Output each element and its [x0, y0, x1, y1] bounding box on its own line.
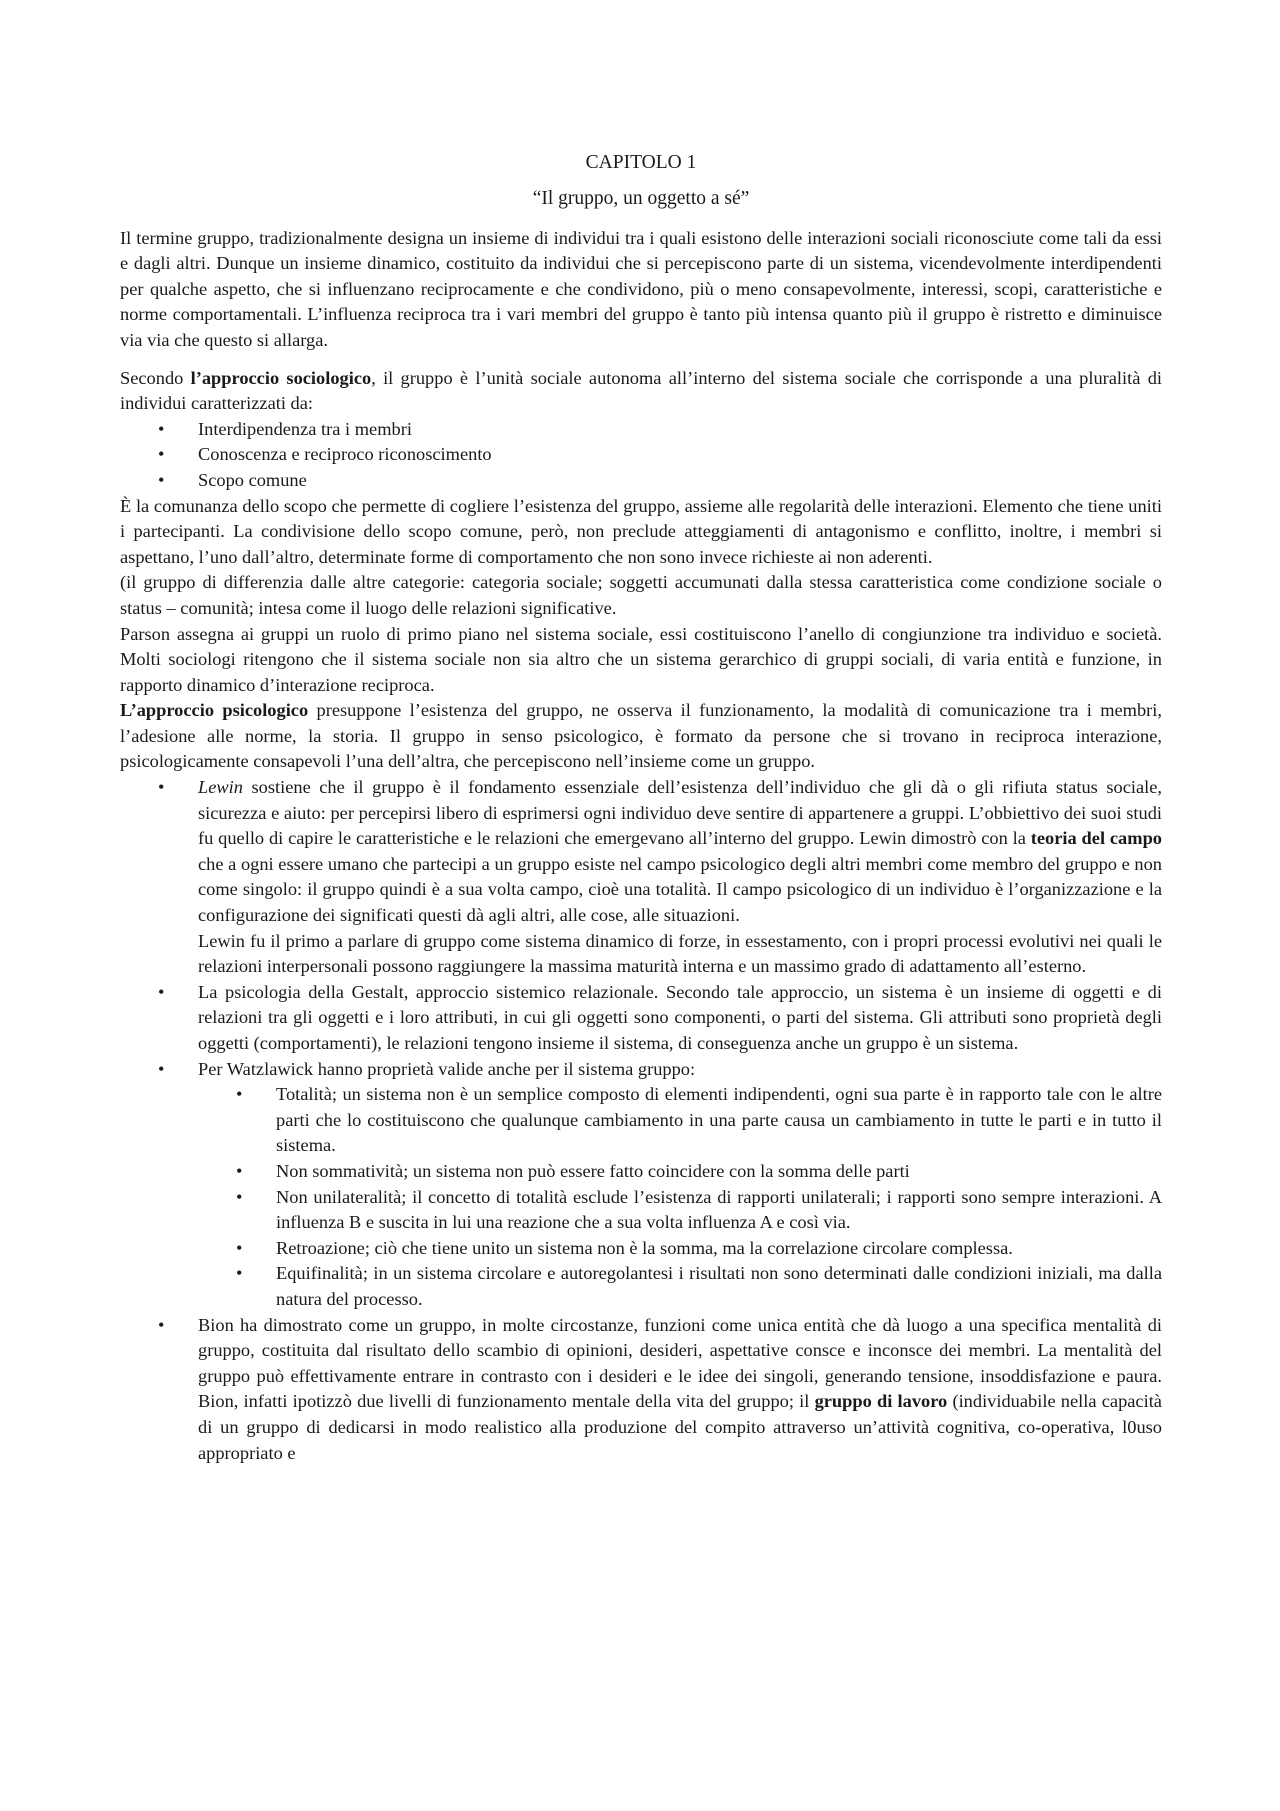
watzlawick-properties-list — [198, 1082, 1162, 1312]
text-run: presuppone l’esistenza del gruppo, ne osserva il funzionamento, la modalità di comunicazione tra i membri, l’adesione alle norme, la storia. Il gruppo in senso psicologico, è formato da persone che si trovano in reciproca interazione, psicologicamente consapevoli l’una dell’altra, che percepiscono nell’insieme come un gruppo. — [120, 700, 1162, 772]
text-run: , il gruppo è l’unità sociale autonoma all’interno del sistema sociale che corrisponde a una pluralità di individui caratterizzati da: — [120, 367, 1162, 414]
list-item-gestalt: • La psicologia della Gestalt, approccio sistemico relazionale. Secondo tale approccio, un sistema è un insieme di oggetti e di relazioni tra gli oggetti e i loro attributi, in cui gli oggetti sono componenti, o parti del sistema. Gli attributi sono proprietà degli oggetti (comportamenti), le relazioni tengono insieme il sistema, di conseguenza anche un gruppo è un sistema. — [120, 980, 1162, 1057]
bold-term: L’approccio psicologico — [120, 700, 309, 721]
document-page — [120, 150, 1162, 1466]
list-item: • Retroazione; ciò che tiene unito un sistema non è la somma, ma la correlazione circolare complessa. — [198, 1236, 1162, 1262]
chapter-heading: CAPITOLO 1 — [585, 152, 697, 173]
psychological-theories-list-continued — [120, 1313, 1162, 1467]
text-run: che a ogni essere umano che partecipi a un gruppo esiste nel campo psicologico degli altri membri come membro del gruppo e non come singolo: il gruppo quindi è a sua volta campo, cioè una totalità. Il campo psicologico di un individuo è l’organizzazione e la configurazione dei significati questi dà agli altri, alle cose, alle situazioni. — [198, 853, 1162, 926]
bold-term: gruppo di lavoro — [814, 1391, 948, 1412]
intro-paragraph: Il termine gruppo, tradizionalmente designa un insieme di individui tra i quali esistono delle interazioni sociali riconosciute come tali da essi e dagli altri. Dunque un insieme dinamico, costituito da individui che si percepiscono parte di un sistema, vicendevolmente interdipendenti per qualche aspetto, che si influenzano reciprocamente e che condividono, più o meno consapevolmente, interessi, scopi, caratteristiche e norme comportamentali. L’influenza reciproca tra i vari membri del gruppo è tanto più intensa quanto più il gruppo è ristretto e diminuisce via via che questo si allarga. — [120, 227, 1162, 350]
text-run: (individuabile nella capacità di un gruppo di dedicarsi in modo realistico alla produzione del compito attraverso un’attività cognitiva, co-operativa, l0uso appropriato e — [198, 1391, 1162, 1463]
list-item-bion — [120, 1313, 1162, 1467]
italic-name: Lewin — [198, 777, 243, 798]
bold-term: teoria del campo — [1030, 828, 1162, 849]
psychological-approach-paragraph — [120, 698, 1162, 775]
lewin-continuation: Lewin fu il primo a parlare di gruppo come sistema dinamico di forze, in essestamento, con i propri processi evolutivi nei quali le relazioni interpersonali possono raggiungere la massima maturità interna e un massimo grado di adattamento all’esterno. — [198, 930, 1162, 977]
list-item: • Equifinalità; in un sistema circolare e autoregolantesi i risultati non sono determinati dalle condizioni iniziali, ma dalla natura del processo. — [198, 1261, 1162, 1312]
list-item-watzlawick — [120, 1057, 1162, 1083]
list-item-lewin — [120, 775, 1162, 980]
list-item: • Totalità; un sistema non è un semplice composto di elementi indipendenti, ogni sua parte è in rapporto tale con le altre parti che lo costituiscono che qualunque cambiamento in una parte causa un cambiamento in tutte le parti e in tutto il sistema. — [198, 1082, 1162, 1159]
list-item: • Non sommatività; un sistema non può essere fatto coincidere con la somma delle parti — [198, 1159, 1162, 1185]
list-item: • Interdipendenza tra i membri — [120, 417, 1162, 443]
sociological-traits-list — [120, 417, 1162, 494]
text-run: Bion ha dimostrato come un gruppo, in molte circostanze, funzioni come unica entità che dà luogo a una specifica mentalità di gruppo, costituita dal risultato dello scambio di opinioni, desideri, aspettative consce e inconsce dei membri. La mentalità del gruppo può effettivamente entrare in contrasto con i desideri e le idee dei singoli, generando tensione, insoddisfazione e paura. Bion, infatti ipotizzò due livelli di funzionamento mentale della vita del gruppo; il — [198, 1314, 1162, 1412]
sociological-approach-paragraph — [120, 366, 1162, 417]
list-item: • Non unilateralità; il concetto di totalità esclude l’esistenza di rapporti unilaterali; i rapporti sono sempre interazioni. A influenza B e suscita in lui una reazione che a sua volta influenza A e così via. — [198, 1185, 1162, 1236]
list-item: • Scopo comune — [120, 468, 1162, 494]
body-paragraph: Parson assegna ai gruppi un ruolo di primo piano nel sistema sociale, essi costituiscono l’anello di congiunzione tra individuo e società. Molti sociologi ritengono che il sistema sociale non sia altro che un sistema gerarchico di gruppi sociali, di varia entità e funzione, in rapporto dinamico d’interazione reciproca. — [120, 623, 1162, 695]
text-run: Per Watzlawick hanno proprietà valide anche per il sistema gruppo: — [198, 1058, 696, 1079]
bold-term: l’approccio sociologico — [190, 367, 372, 388]
psychological-theories-list — [120, 775, 1162, 1082]
chapter-subtitle: “Il gruppo, un oggetto a sé” — [532, 188, 750, 209]
text-run: Secondo — [120, 367, 191, 388]
text-run: sostiene che il gruppo è il fondamento essenziale dell’esistenza dell’individuo che gli dà o gli rifiuta status sociale, sicurezza e aiuto: per percepirsi libero di esprimersi ogni individuo deve sentire di appartenere a gruppi. L’obbiettivo dei suoi studi fu quello di capire le caratteristiche e le relazioni che emergevano all’interno del gruppo. Lewin dimostrò con la — [198, 777, 1162, 849]
body-paragraph: È la comunanza dello scopo che permette di cogliere l’esistenza del gruppo, assieme alle regolarità delle interazioni. Elemento che tiene uniti i partecipanti. La condivisione dello scopo comune, però, non preclude atteggiamenti di antagonismo e conflitto, inoltre, i membri si aspettano, l’uno dall’altro, determinate forme di comportamento che non sono invece richieste ai non aderenti. — [120, 495, 1162, 567]
list-item: • Conoscenza e reciproco riconoscimento — [120, 442, 1162, 468]
body-paragraph: (il gruppo di differenzia dalle altre categorie: categoria sociale; soggetti accumunati dalla stessa caratteristica come condizione sociale o status – comunità; intesa come il luogo delle relazioni significative. — [120, 572, 1162, 618]
